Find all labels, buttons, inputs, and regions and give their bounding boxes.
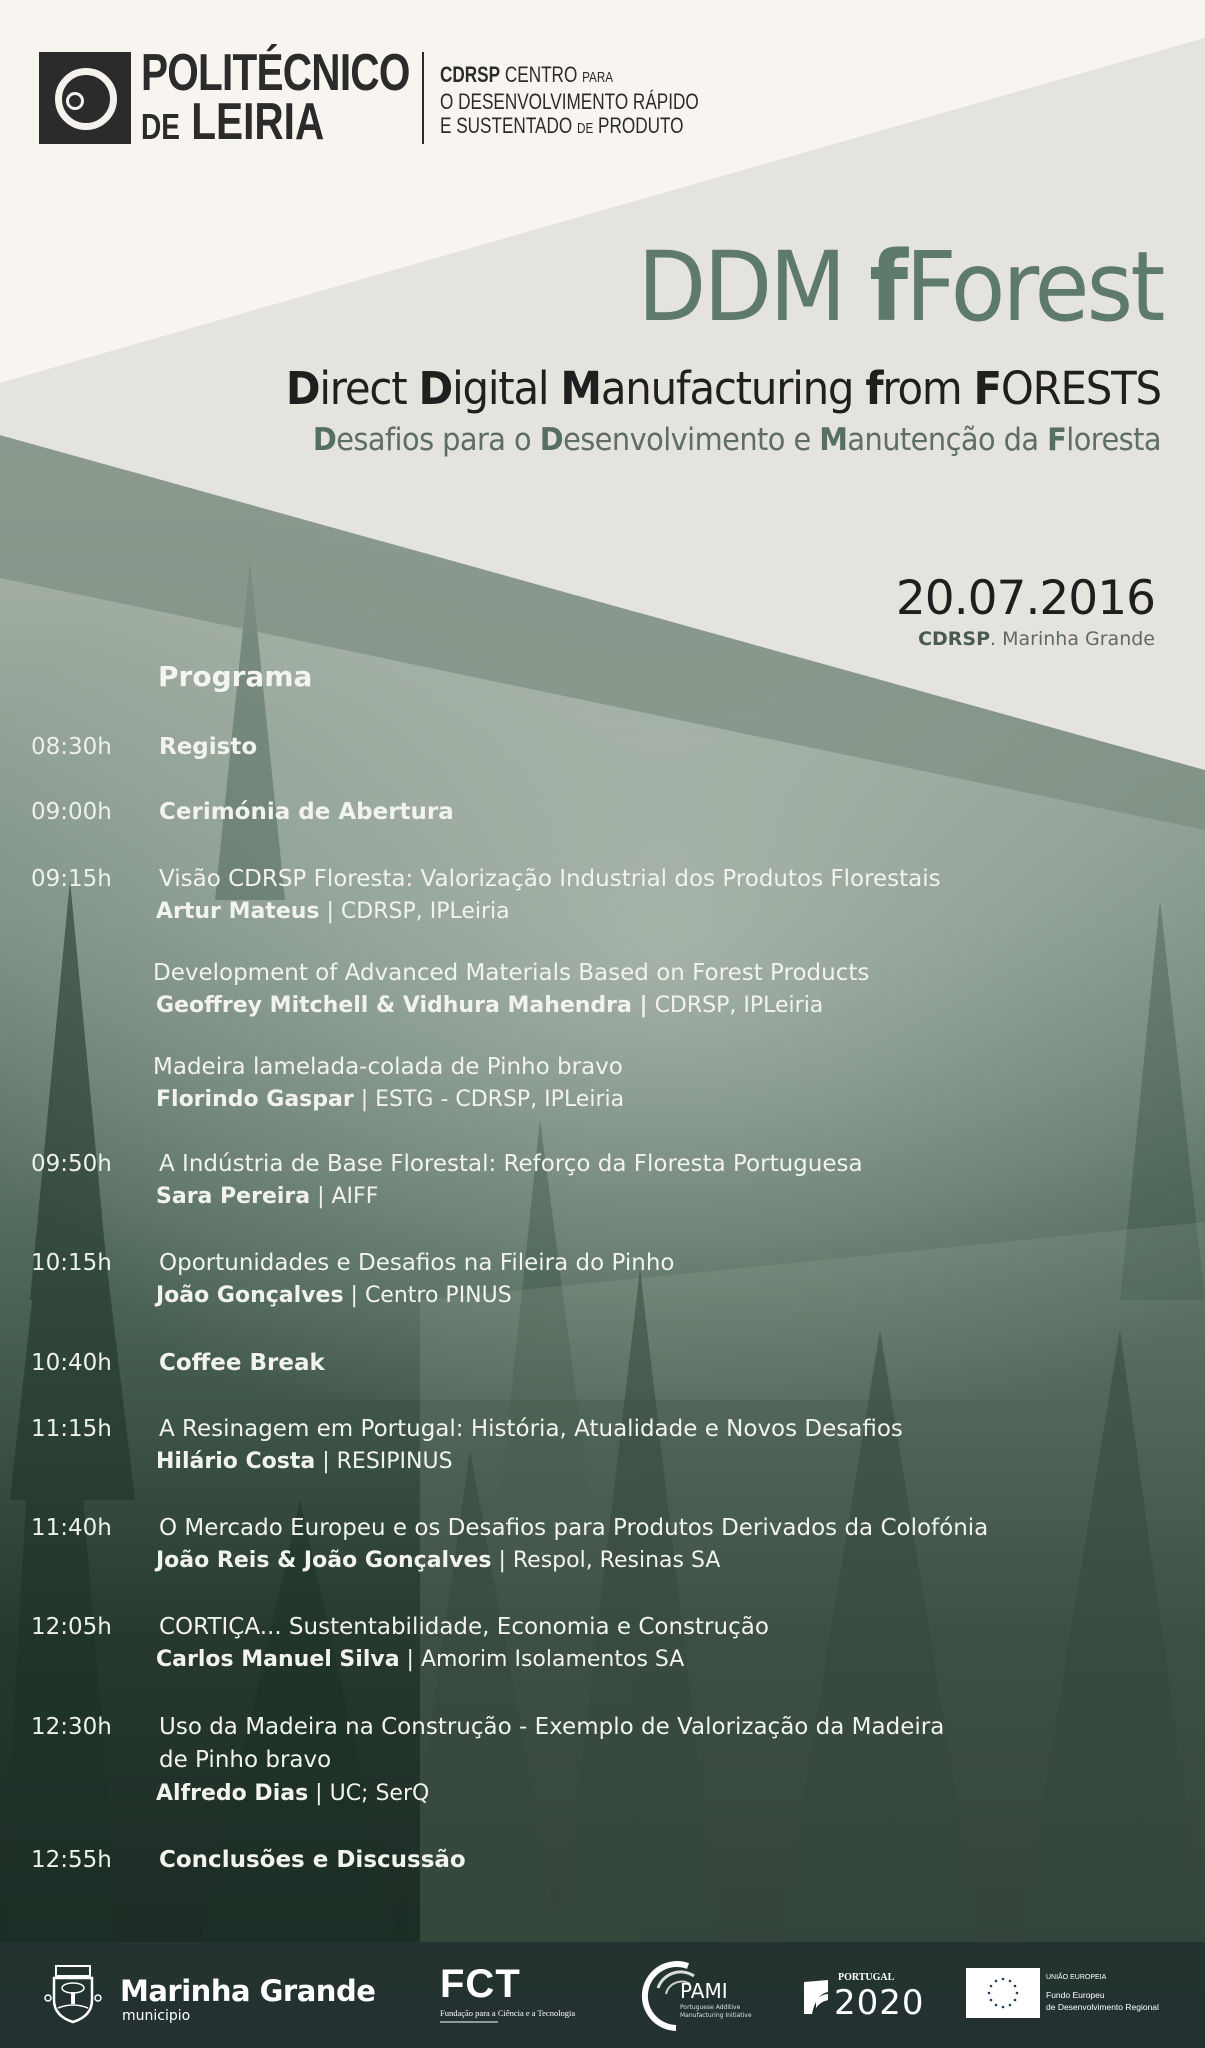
- speaker-affiliation: | UC; SerQ: [308, 1781, 430, 1806]
- speaker-affiliation: | Amorim Isolamentos SA: [399, 1647, 685, 1672]
- subtitle-initial: f: [865, 362, 883, 415]
- eu-fund-line2: de Desenvolvimento Regional: [1046, 2002, 1159, 2012]
- program-title: Madeira lamelada-colada de Pinho bravo: [153, 1054, 623, 1080]
- sponsors-footer: [0, 1942, 1205, 2048]
- program-time: 12:55h: [31, 1847, 112, 1873]
- program-time: 09:50h: [31, 1151, 112, 1177]
- institution-leiria: LEIRIA: [191, 93, 325, 151]
- speaker-name: Carlos Manuel Silva: [156, 1647, 400, 1672]
- pami-logo: PAMI: [680, 1979, 728, 2003]
- subtitle-word: esenvolvimento e: [563, 422, 820, 458]
- speaker-name: Sara Pereira: [156, 1184, 311, 1209]
- event-subtitle-pt: [313, 420, 1161, 460]
- subtitle-initial: D: [418, 362, 453, 415]
- portugal2020-leaf-icon: [802, 1978, 830, 2016]
- speaker-name: João Reis & João Gonçalves: [156, 1548, 492, 1573]
- program-speaker: [156, 1447, 453, 1477]
- speaker-name: Artur Mateus: [156, 899, 320, 924]
- program-speaker: [156, 1779, 429, 1809]
- cdrsp-line3b: PRODUTO: [598, 113, 684, 138]
- fct-ministry-line: [440, 2021, 498, 2023]
- subtitle-word: anufacturing: [601, 362, 866, 415]
- fct-sub: Fundação para a Ciência e a Tecnologia: [440, 2008, 576, 2018]
- speaker-name: Florindo Gaspar: [156, 1087, 354, 1112]
- program-title: A Indústria de Base Florestal: Reforço da Floresta Portuguesa: [159, 1151, 863, 1177]
- event-venue: [918, 627, 1155, 651]
- logo-divider: [422, 52, 424, 144]
- program-speaker: [156, 1546, 720, 1576]
- event-title-forest: Forest: [905, 231, 1163, 343]
- speaker-name: Geoffrey Mitchell & Vidhura Mahendra |: [156, 993, 648, 1018]
- program-title: O Mercado Europeu e os Desafios para Produtos Derivados da Colofónia: [159, 1515, 989, 1541]
- marinha-grande-crest-icon: [44, 1964, 102, 2026]
- program-time: 12:30h: [31, 1714, 112, 1740]
- program-title: Development of Advanced Materials Based on Forest Products: [153, 960, 870, 986]
- subtitle-initial: F: [973, 362, 1002, 415]
- eye-pupil-icon: [66, 92, 84, 110]
- subtitle-initial: D: [286, 362, 320, 415]
- program-time: 09:15h: [31, 866, 112, 892]
- program-time: 10:15h: [31, 1250, 112, 1276]
- cdrsp-line3a: E SUSTENTADO: [440, 113, 573, 138]
- speaker-name: Alfredo Dias: [156, 1781, 309, 1806]
- subtitle-initial: F: [1047, 422, 1067, 458]
- eu-flag: [966, 1968, 1040, 2018]
- program-title: Visão CDRSP Floresta: Valorização Industrial dos Produtos Florestais: [159, 866, 941, 892]
- portugal-label: PORTUGAL: [838, 1972, 895, 1983]
- cdrsp-para: PARA: [582, 69, 614, 86]
- subtitle-word: rom: [882, 362, 974, 415]
- program-speaker: [156, 1085, 624, 1115]
- program-time: 11:15h: [31, 1416, 112, 1442]
- program-title: Registo: [159, 734, 258, 760]
- speaker-affiliation: | CDRSP, IPLeiria: [319, 899, 510, 924]
- cdrsp-de: DE: [576, 120, 594, 137]
- program-time: 11:40h: [31, 1515, 112, 1541]
- marinha-grande-sub: municipio: [122, 2008, 191, 2024]
- event-subtitle-en: [286, 362, 1161, 416]
- venue-cdrsp: CDRSP: [918, 628, 991, 650]
- speaker-name: Hilário Costa: [156, 1449, 316, 1474]
- subtitle-word: ORESTS: [1001, 362, 1161, 415]
- program-title: Uso da Madeira na Construção - Exemplo de Valorização da Madeira: [159, 1714, 945, 1740]
- cdrsp-center-name: [440, 63, 699, 141]
- speaker-affiliation: | Centro PINUS: [343, 1283, 512, 1308]
- subtitle-initial: M: [560, 362, 602, 415]
- subtitle-initial: M: [819, 422, 848, 458]
- program-speaker: [156, 897, 510, 927]
- program-time: 09:00h: [31, 799, 112, 825]
- speaker-affiliation: | RESIPINUS: [315, 1449, 453, 1474]
- subtitle-word: esafios para o: [336, 422, 540, 458]
- event-title-f: f: [869, 231, 906, 343]
- subtitle-initial: D: [312, 422, 337, 458]
- speaker-affiliation: | Respol, Resinas SA: [491, 1548, 721, 1573]
- program-title: CORTIÇA... Sustentabilidade, Economia e Construção: [159, 1614, 769, 1640]
- pami-sub2: Manufacturing Initiative: [680, 2012, 752, 2019]
- subtitle-word: loresta: [1066, 422, 1161, 458]
- program-title: Cerimónia de Abertura: [159, 799, 454, 825]
- pami-sub1: Portuguese Additive: [680, 2004, 741, 2011]
- program-title: Coffee Break: [159, 1350, 325, 1376]
- program-title: Conclusões e Discussão: [159, 1847, 466, 1873]
- program-speaker: [156, 1645, 684, 1675]
- cdrsp-line1: [440, 63, 699, 90]
- speaker-affiliation: | ESTG - CDRSP, IPLeiria: [353, 1087, 625, 1112]
- cdrsp-line3: [440, 114, 699, 141]
- program-speaker: [156, 1281, 512, 1311]
- program-title: A Resinagem em Portugal: História, Atualidade e Novos Desafios: [159, 1416, 903, 1442]
- cdrsp-centro: CENTRO: [504, 62, 578, 87]
- marinha-grande-name: Marinha Grande: [120, 1974, 376, 2008]
- event-date: 20.07.2016: [895, 571, 1155, 626]
- institution-name-line2: [141, 93, 325, 153]
- program-time: 08:30h: [31, 734, 112, 760]
- politecnico-logo-mark: [39, 52, 131, 144]
- eye-icon: [55, 68, 117, 130]
- program-title-continued: de Pinho bravo: [159, 1747, 332, 1773]
- cdrsp-acronym: CDRSP: [440, 62, 501, 87]
- eu-label: UNIÃO EUROPEIA: [1046, 1974, 1107, 1981]
- subtitle-word: igital: [452, 362, 561, 415]
- eu-stars-icon: [966, 1968, 1040, 2018]
- subtitle-word: irect: [319, 362, 419, 415]
- institution-de: DE: [141, 106, 181, 147]
- subtitle-word: anutenção da: [847, 422, 1048, 458]
- event-title: [638, 232, 1163, 342]
- institution-name-line1: POLITÉCNICO: [141, 44, 410, 102]
- program-speaker: [156, 991, 823, 1021]
- program-heading: Programa: [158, 660, 313, 693]
- program-time: 10:40h: [31, 1350, 112, 1376]
- speaker-affiliation: | AIFF: [310, 1184, 379, 1209]
- venue-place: . Marinha Grande: [990, 628, 1155, 650]
- program-title: Oportunidades e Desafios na Fileira do Pinho: [159, 1250, 675, 1276]
- speaker-name: João Gonçalves: [156, 1283, 344, 1308]
- program-speaker: [156, 1182, 378, 1212]
- eu-fund-line1: Fundo Europeu: [1046, 1990, 1105, 2000]
- subtitle-initial: D: [539, 422, 564, 458]
- cdrsp-line2: O DESENVOLVIMENTO RÁPIDO: [440, 89, 699, 114]
- speaker-affiliation: CDRSP, IPLeiria: [647, 993, 824, 1018]
- portugal-year: 2020: [834, 1983, 925, 2023]
- program-time: 12:05h: [31, 1614, 112, 1640]
- fct-logo: FCT: [440, 1962, 521, 2006]
- event-title-ddm: DDM: [637, 231, 870, 343]
